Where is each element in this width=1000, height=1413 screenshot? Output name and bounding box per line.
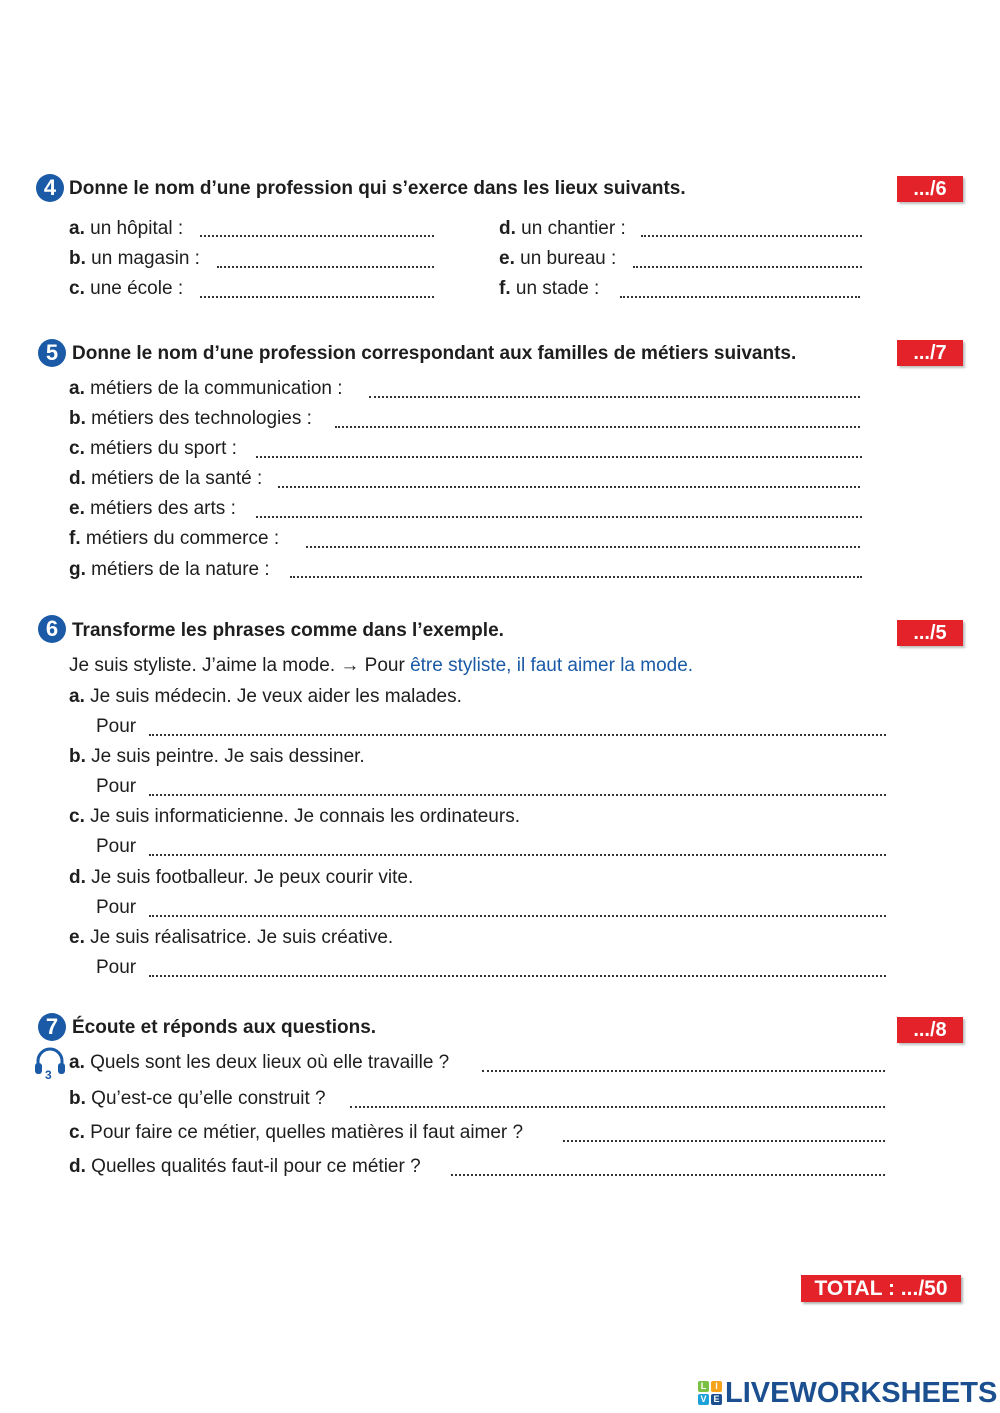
list-item <box>69 559 270 581</box>
exercise-title: Transforme les phrases comme dans l’exemple. <box>72 620 504 641</box>
answer-field[interactable] <box>278 486 860 488</box>
item-text: métiers de la santé : <box>91 468 263 489</box>
answer-field[interactable] <box>482 1070 885 1072</box>
item-text: métiers du commerce : <box>85 528 280 549</box>
item-letter: b. <box>69 248 86 269</box>
exercise-number-badge: 5 <box>38 339 66 367</box>
logo-text: LIVEWORKSHEETS <box>725 1376 998 1409</box>
list-item <box>69 806 520 828</box>
item-letter: d. <box>69 468 86 489</box>
answer-field[interactable] <box>306 546 860 548</box>
logo-tile: E <box>711 1394 722 1405</box>
answer-field[interactable] <box>200 296 434 298</box>
answer-field[interactable] <box>350 1106 885 1108</box>
list-item <box>69 867 413 889</box>
logo-icon <box>698 1381 722 1405</box>
item-text: Je suis informaticienne. Je connais les ordinateurs. <box>90 806 520 827</box>
pour-label: Pour <box>96 957 137 978</box>
answer-field[interactable] <box>633 266 862 268</box>
list-item <box>69 686 462 708</box>
answer-field[interactable] <box>149 915 886 917</box>
item-letter: c. <box>69 438 85 459</box>
item-text: Quels sont les deux lieux où elle travaille ? <box>90 1052 450 1073</box>
item-text: un magasin : <box>91 248 200 269</box>
audio-track-number: 3 <box>45 1068 52 1082</box>
answer-field[interactable] <box>369 396 860 398</box>
item-text: métiers de la communication : <box>90 378 343 399</box>
item-letter: d. <box>499 218 516 239</box>
list-item <box>69 528 279 550</box>
item-letter: b. <box>69 1088 86 1109</box>
answer-field[interactable] <box>200 235 434 237</box>
answer-field[interactable] <box>149 975 886 977</box>
item-letter: e. <box>499 248 515 269</box>
item-letter: a. <box>69 1052 85 1073</box>
item-letter: f. <box>69 528 81 549</box>
list-item <box>69 248 200 270</box>
list-item <box>69 927 393 949</box>
answer-field[interactable] <box>149 794 886 796</box>
answer-field[interactable] <box>620 296 860 298</box>
answer-field[interactable] <box>290 576 862 578</box>
answer-field[interactable] <box>641 235 862 237</box>
list-item <box>499 248 616 270</box>
item-letter: g. <box>69 559 86 580</box>
answer-field[interactable] <box>149 734 886 736</box>
list-item <box>69 1052 449 1074</box>
list-item <box>69 746 365 768</box>
total-score-badge: TOTAL : .../50 <box>801 1275 961 1302</box>
item-letter: d. <box>69 867 86 888</box>
item-text: Je suis médecin. Je veux aider les malades. <box>90 686 462 707</box>
item-text: un chantier : <box>521 218 626 239</box>
item-text: un bureau : <box>520 248 617 269</box>
item-text: métiers du sport : <box>90 438 237 459</box>
score-badge: .../6 <box>897 176 963 202</box>
list-item <box>69 1156 421 1178</box>
item-letter: a. <box>69 378 85 399</box>
item-text: Je suis peintre. Je sais dessiner. <box>91 746 365 767</box>
item-text: métiers de la nature : <box>91 559 270 580</box>
list-item <box>499 218 626 240</box>
liveworksheets-logo[interactable] <box>698 1377 997 1409</box>
list-item <box>69 378 343 400</box>
logo-tile: L <box>698 1381 709 1392</box>
list-item <box>499 278 599 300</box>
list-item <box>69 468 262 490</box>
exercise-title: Donne le nom d’une profession qui s’exerce dans les lieux suivants. <box>69 178 686 199</box>
item-letter: e. <box>69 498 85 519</box>
item-letter: a. <box>69 686 85 707</box>
item-text: Quelles qualités faut-il pour ce métier ? <box>91 1156 421 1177</box>
example-sentence <box>69 655 693 677</box>
example-answer: être styliste, il faut aimer la mode. <box>410 655 694 676</box>
item-text: Je suis footballeur. Je peux courir vite. <box>91 867 414 888</box>
list-item <box>69 218 183 240</box>
answer-field[interactable] <box>256 456 862 458</box>
item-letter: c. <box>69 278 85 299</box>
item-text: Pour faire ce métier, quelles matières il faut aimer ? <box>90 1122 524 1143</box>
example-prompt: Je suis styliste. J’aime la mode. → Pour <box>69 655 411 676</box>
item-letter: e. <box>69 927 85 948</box>
answer-field[interactable] <box>149 854 886 856</box>
answer-field[interactable] <box>563 1140 885 1142</box>
answer-field[interactable] <box>451 1174 885 1176</box>
exercise-number-badge: 6 <box>38 615 66 643</box>
list-item <box>69 278 183 300</box>
answer-field[interactable] <box>256 516 862 518</box>
list-item <box>69 438 237 460</box>
exercise-title: Donne le nom d’une profession correspondant aux familles de métiers suivants. <box>72 343 797 364</box>
logo-tile: V <box>698 1394 709 1405</box>
pour-label: Pour <box>96 716 137 737</box>
list-item <box>69 408 312 430</box>
pour-label: Pour <box>96 836 137 857</box>
item-letter: c. <box>69 1122 85 1143</box>
answer-field[interactable] <box>335 426 860 428</box>
pour-label: Pour <box>96 897 137 918</box>
exercise-title: Écoute et réponds aux questions. <box>72 1017 377 1038</box>
item-letter: f. <box>499 278 511 299</box>
exercise-number-badge: 4 <box>36 174 64 202</box>
item-letter: a. <box>69 218 85 239</box>
item-letter: c. <box>69 806 85 827</box>
item-letter: b. <box>69 746 86 767</box>
item-text: un hôpital : <box>90 218 184 239</box>
list-item <box>69 1088 326 1110</box>
score-badge: .../5 <box>897 620 963 646</box>
item-letter: b. <box>69 408 86 429</box>
answer-field[interactable] <box>217 266 434 268</box>
logo-tile: I <box>711 1381 722 1392</box>
exercise-number-badge: 7 <box>38 1013 66 1041</box>
list-item <box>69 498 236 520</box>
item-text: un stade : <box>515 278 600 299</box>
score-badge: .../8 <box>897 1017 963 1043</box>
list-item <box>69 1122 523 1144</box>
item-text: Qu’est-ce qu’elle construit ? <box>91 1088 326 1109</box>
item-letter: d. <box>69 1156 86 1177</box>
item-text: une école : <box>90 278 184 299</box>
item-text: Je suis réalisatrice. Je suis créative. <box>90 927 394 948</box>
item-text: métiers des technologies : <box>91 408 312 429</box>
item-text: métiers des arts : <box>90 498 236 519</box>
score-badge: .../7 <box>897 340 963 366</box>
pour-label: Pour <box>96 776 137 797</box>
